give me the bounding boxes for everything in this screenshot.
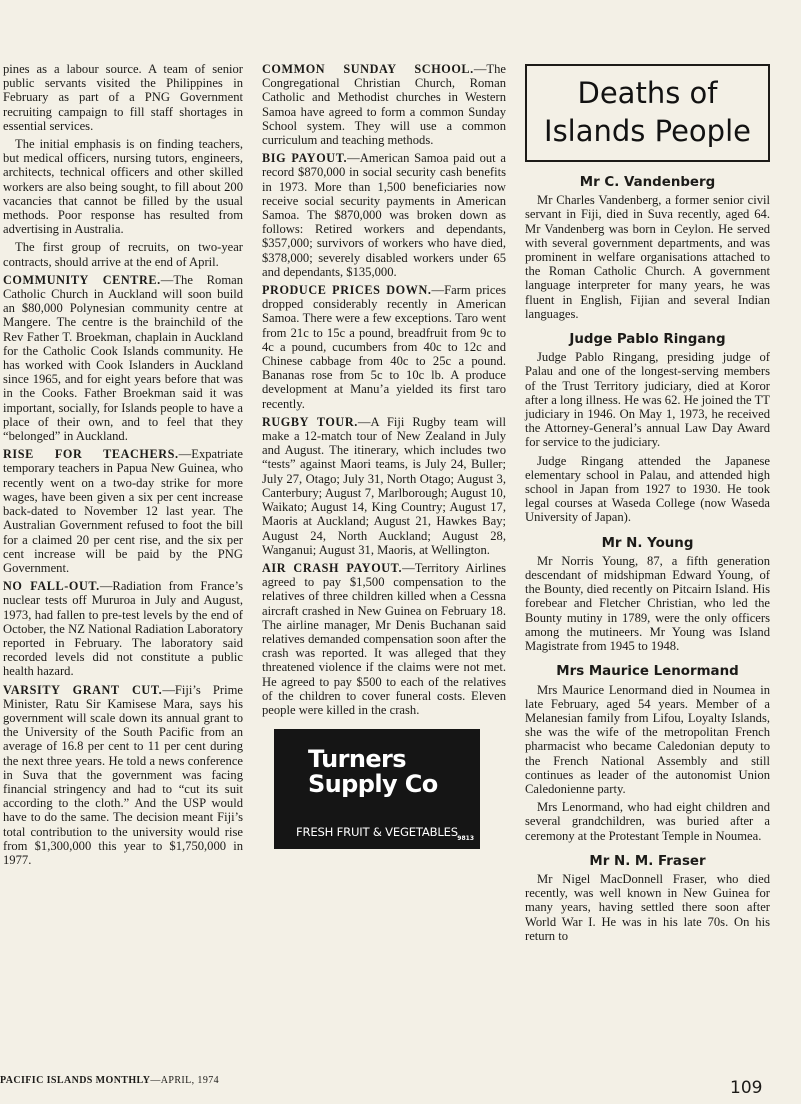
news-item bbox=[262, 62, 506, 147]
news-item-body: Territory Airlines agreed to pay $1,500 compensation to the relatives of three children killed when a Cessna aircraft crashed in New Guinea on February 18. The airline manager, Mr Denis Buchanan said relatives demanded compensation soon after the crash was reported. It was alleged that they threatened violence if the claims were not met. He agreed to pay $500 to each of the relatives of the children to cover funeral costs. Eleven people were killed in the crash. bbox=[262, 560, 506, 717]
ad-code: 9813 bbox=[457, 834, 474, 842]
news-item-dash: — bbox=[473, 62, 487, 76]
obituary-paragraph: Mrs Lenormand, who had eight children and several grandchildren, was buried after a ceremony at the Protestant Temple in Noumea. bbox=[525, 800, 770, 843]
page-footer bbox=[0, 1075, 219, 1086]
ad-brand-line1: Turners bbox=[308, 745, 406, 774]
ad-tagline: FRESH FRUIT & VEGETABLES bbox=[296, 825, 458, 840]
obituary-name: Mr C. Vandenberg bbox=[579, 175, 716, 190]
obituary-name: Mr N. M. Fraser bbox=[589, 853, 706, 869]
news-item bbox=[3, 683, 243, 868]
issue-date: —APRIL, 1974 bbox=[150, 1075, 220, 1086]
news-item bbox=[262, 283, 506, 411]
news-item bbox=[262, 415, 506, 557]
obituaries bbox=[525, 176, 770, 943]
news-item-body: Expatriate temporary teachers in Papua New Guinea, who recently went on a two-day strike for more wages, have been given a six per cent increase back-dated to November 12 last year. The Australian Government refused to foot the bill for a claimed 20 per cent rise, and the six per cent increase will be paid by the PNG Government. bbox=[3, 447, 243, 575]
news-item-heading: VARSITY GRANT CUT. bbox=[3, 682, 163, 697]
news-item-dash: — bbox=[99, 579, 113, 594]
deaths-title: Deaths of Islands People bbox=[544, 76, 751, 148]
obituary-paragraph: Mrs Maurice Lenormand died in Noumea in late February, aged 54 years. Member of a Melanesian family from Lifou, Loyalty Islands, she was the wife of the metropolitan French pharmacist who became Caledonian deputy to the French National Assembly and still continues as leader of the autonomist Union Caledonienne party. bbox=[525, 682, 770, 796]
news-item-dash: — bbox=[347, 151, 360, 166]
news-item-heading: AIR CRASH PAYOUT. bbox=[262, 560, 403, 575]
news-item-heading: COMMON SUNDAY SCHOOL. bbox=[262, 62, 474, 76]
obituary-paragraph: Mr Nigel MacDonnell Fraser, who died recently, was well known in New Guinea for many years, having settled there soon after World War I. He was in his late 70s. On his return to bbox=[525, 871, 770, 943]
news-item-heading: RISE FOR TEACHERS. bbox=[3, 447, 179, 462]
news-item-dash: — bbox=[162, 682, 175, 697]
news-item-dash: — bbox=[431, 283, 445, 298]
news-item-heading: NO FALL-OUT. bbox=[3, 579, 100, 594]
obituary-paragraph: Judge Pablo Ringang, presiding judge of Palau and one of the longest-serving members of the Trust Territory judiciary, died at Koror after a long illness. He was 62. He joined the TT judiciary in 1946. On May 1, 1973, he received the Attorney-General’s annual Law Day Award for service to the judiciary. bbox=[525, 350, 770, 450]
ad-brand bbox=[308, 747, 438, 797]
news-item-dash: — bbox=[357, 414, 371, 429]
news-item-dash: — bbox=[178, 447, 192, 462]
news-item-body: A Fiji Rugby team will make a 12-match tour of New Zealand in July and August. The itinerary, which includes two “tests” against Maori teams, is July 24, Buller; July 27, Otago; July 31, North Otago; August 3, Canterbury; August 7, Marlborough; August 10, Waikato; August 14, King Country; August 17, Maoris at Auckland; August 21, Hawkes Bay; August 24, North Auckland; August 28, Wanganui; August 31, Maoris, at Wellington. bbox=[262, 414, 506, 557]
news-item-heading: BIG PAYOUT. bbox=[262, 151, 348, 166]
paragraph: The initial emphasis is on finding teachers, but medical officers, nursing tutors, engineers, architects, technical officers and other skilled workers are also being sought, to fill about 200 vacancies that cannot be filled by the usual methods. Poor response has resulted from advertising in Australia. bbox=[3, 137, 243, 237]
news-item-body: Fiji’s Prime Minister, Ratu Sir Kamisese Mara, says his government will scale down its annual grant to the University of the South Pacific from an average of 16.8 per cent to 11 per cent during the next three years. He told a news conference in Suva that the government was facing financial stringency and had to “cut its suit according to the cloth.” And the USP would have to do the same. The decision meant Fiji’s total contribution to the university would rise from $1,300,000 this year to $1,750,000 in 1977. bbox=[3, 682, 243, 867]
obituary-name: Mrs Maurice Lenormand bbox=[556, 664, 739, 680]
turners-supply-advertisement bbox=[274, 729, 480, 849]
news-item-body: The Congregational Christian Church, Roman Catholic and Methodist churches in Western Samoa have agreed to form a common Sunday School system. They will use a common curriculum and teaching methods. bbox=[262, 62, 506, 148]
publication-name: PACIFIC ISLANDS MONTHLY bbox=[0, 1075, 151, 1086]
news-item-body: American Samoa paid out a record $870,000 in social security cash benefits in 1973. More than 1,500 beneficiaries now receive social security payments in American Samoa. The $870,000 was broken down as follows: Retired workers and dependants, $357,000; survivors of workers who have died, $378,000; severely disabled workers under 65 and dependants, $135,000. bbox=[262, 151, 506, 279]
news-item-heading: RUGBY TOUR. bbox=[262, 414, 358, 429]
news-item-body: The Roman Catholic Church in Auckland will soon build an $80,000 Polynesian community centre at Mangere. The centre is the brainchild of the Rev Father T. Broekman, chaplain in Auckland for the Catholic Cook Islands community. He has worked with Cook Islanders in Auckland since 1965, and for eight years before that was in the Cooks. Father Broekman said it was important, socially, for Islands people to have a place of their own, and to feel that they “belonged” in Auckland. bbox=[3, 272, 243, 444]
news-item-dash: — bbox=[160, 272, 174, 287]
column-3 bbox=[525, 62, 770, 947]
obituary-name: Mr N. Young bbox=[601, 535, 694, 551]
obituary-name: Judge Pablo Ringang bbox=[569, 332, 726, 348]
deaths-heading-box bbox=[525, 64, 770, 162]
ad-brand-line2: Supply Co bbox=[308, 770, 438, 799]
obituary-paragraph: Mr Norris Young, 87, a fifth generation descendant of midshipman Edward Young, of the Bounty, died recently on Pitcairn Island. His forebear and Fletcher Christian, who led the Bounty mutiny in 1789, were the only officers among the mutineers. Mr Young was Island Magistrate from 1945 to 1948. bbox=[525, 553, 770, 654]
news-item-body: Farm prices dropped considerably recently in American Samoa. There were a few exceptions. Taro went from 21c to 15c a pound, breadfruit from 9c to 4c a pound, cucumbers from 40c to 12c and Chinese cabbage from 40c to 25c a pound. Bananas rose from 5c to 10c lb. A produce development at Manu’a yielded its first taro recently. bbox=[262, 283, 506, 411]
news-items-col2 bbox=[262, 62, 506, 717]
page-number: 109 bbox=[730, 1078, 763, 1098]
news-item bbox=[262, 561, 506, 717]
news-item-heading: PRODUCE PRICES DOWN. bbox=[262, 283, 432, 298]
paragraph: pines as a labour source. A team of senior public servants visited the Philippines in February as part of a PNG Government recruiting campaign to fill staff shortages in essential services. bbox=[3, 62, 243, 133]
obituary-paragraph: Mr Charles Vandenberg, a former senior civil servant in Fiji, died in Suva recently, aged 64. Mr Vandenberg was born in Ceylon. He served with several government departments, and was prominent in welfare organisations attached to the Roman Catholic Church. A government language interpreter for many years, he was fluent in English, Fijian and several Indian languages. bbox=[525, 193, 770, 321]
news-item bbox=[3, 447, 243, 575]
news-item bbox=[3, 579, 243, 678]
news-item-body: Radiation from France’s nuclear tests off Mururoa in July and August, 1973, had fallen to pre-test levels by the end of October, the NZ National Radiation Laboratory reported in February. The laboratory said recorded levels did not constitute a public health hazard. bbox=[3, 579, 243, 679]
continued-article bbox=[3, 62, 243, 269]
column-2 bbox=[262, 62, 506, 849]
paragraph: The first group of recruits, on two-year contracts, should arrive at the end of April. bbox=[3, 240, 243, 269]
news-item bbox=[3, 273, 243, 443]
obituary-paragraph: Judge Ringang attended the Japanese elementary school in Palau, and attended high school in Japan from 1927 to 1930. He took legal courses at Waseda College (now Waseda University of Japan). bbox=[525, 453, 770, 525]
news-item-heading: COMMUNITY CENTRE. bbox=[3, 272, 161, 287]
news-item bbox=[262, 151, 506, 279]
news-items-col1 bbox=[3, 273, 243, 867]
news-item-dash: — bbox=[402, 560, 415, 575]
column-1 bbox=[3, 62, 243, 871]
